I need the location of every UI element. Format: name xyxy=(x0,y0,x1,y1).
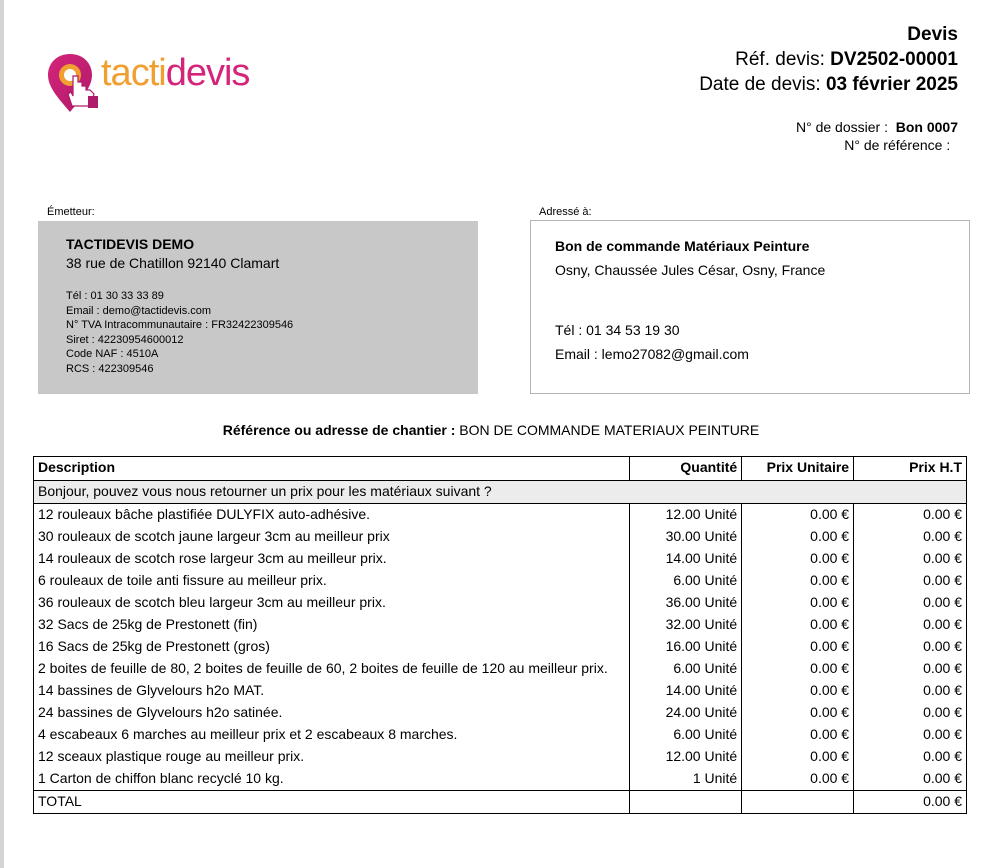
row-unit-price: 0.00 € xyxy=(742,680,854,702)
quote-reference-label: Réf. devis: xyxy=(735,49,831,70)
emitter-rcs: RCS : 422309546 xyxy=(66,362,154,375)
row-description: 36 rouleaux de scotch bleu largeur 3cm au meilleur prix. xyxy=(34,592,630,614)
recipient-name: Bon de commande Matériaux Peinture xyxy=(555,238,810,254)
row-quantity: 16.00 Unité xyxy=(630,636,742,658)
table-header-row xyxy=(34,457,967,481)
row-description: 14 rouleaux de scotch rose largeur 3cm au meilleur prix. xyxy=(34,548,630,570)
row-total-price: 0.00 € xyxy=(854,702,967,724)
table-row xyxy=(34,504,967,527)
row-unit-price: 0.00 € xyxy=(742,702,854,724)
emitter-email: Email : demo@tactidevis.com xyxy=(66,304,212,317)
row-unit-price: 0.00 € xyxy=(742,592,854,614)
quote-reference xyxy=(735,49,958,71)
recipient-label: Adressé à: xyxy=(539,206,592,218)
row-description: 1 Carton de chiffon blanc recyclé 10 kg. xyxy=(34,768,630,791)
quote-date xyxy=(699,74,958,96)
table-row xyxy=(34,592,967,614)
emitter-address: 38 rue de Chatillon 92140 Clamart xyxy=(66,255,280,271)
reference-number xyxy=(844,137,958,153)
row-quantity: 30.00 Unité xyxy=(630,526,742,548)
row-total-price: 0.00 € xyxy=(854,548,967,570)
row-description: 32 Sacs de 25kg de Prestonett (fin) xyxy=(34,614,630,636)
emitter-label: Émetteur: xyxy=(47,206,95,218)
row-description: 12 rouleaux bâche plastifiée DULYFIX auto-adhésive. xyxy=(34,504,630,527)
row-total-price: 0.00 € xyxy=(854,614,967,636)
row-total-price: 0.00 € xyxy=(854,504,967,527)
row-description: 14 bassines de Glyvelours h2o MAT. xyxy=(34,680,630,702)
row-quantity: 6.00 Unité xyxy=(630,724,742,746)
row-quantity: 6.00 Unité xyxy=(630,658,742,680)
table-row xyxy=(34,702,967,724)
emitter-siret: Siret : 42230954600012 xyxy=(66,333,184,346)
table-row xyxy=(34,570,967,592)
total-label: TOTAL xyxy=(34,791,630,814)
emitter-naf: Code NAF : 4510A xyxy=(66,348,159,360)
tactidevis-logo xyxy=(46,48,286,118)
site-reference xyxy=(0,422,982,438)
row-quantity: 14.00 Unité xyxy=(630,680,742,702)
table-row xyxy=(34,658,967,680)
row-total-price: 0.00 € xyxy=(854,768,967,791)
quote-reference-value: DV2502-00001 xyxy=(830,49,958,70)
row-total-price: 0.00 € xyxy=(854,658,967,680)
recipient-tel: Tél : 01 34 53 19 30 xyxy=(555,322,680,338)
row-unit-price: 0.00 € xyxy=(742,724,854,746)
row-quantity: 12.00 Unité xyxy=(630,746,742,768)
row-total-price: 0.00 € xyxy=(854,636,967,658)
row-unit-price: 0.00 € xyxy=(742,768,854,791)
recipient-email: Email : lemo27082@gmail.com xyxy=(555,346,749,362)
total-unit-price-empty xyxy=(742,791,854,814)
logo-wordmark-devis: devis xyxy=(165,52,250,94)
table-row xyxy=(34,724,967,746)
row-description: 30 rouleaux de scotch jaune largeur 3cm au meilleur prix xyxy=(34,526,630,548)
table-row xyxy=(34,526,967,548)
table-row xyxy=(34,614,967,636)
table-row xyxy=(34,746,967,768)
row-quantity: 14.00 Unité xyxy=(630,548,742,570)
row-quantity: 32.00 Unité xyxy=(630,614,742,636)
recipient-address: Osny, Chaussée Jules César, Osny, France xyxy=(555,262,826,278)
row-unit-price: 0.00 € xyxy=(742,526,854,548)
dossier-value: Bon 0007 xyxy=(895,119,958,135)
row-quantity: 6.00 Unité xyxy=(630,570,742,592)
row-quantity: 1 Unité xyxy=(630,768,742,791)
logo-wordmark xyxy=(101,52,249,95)
emitter-name: TACTIDEVIS DEMO xyxy=(66,236,195,252)
site-reference-value: BON DE COMMANDE MATERIAUX PEINTURE xyxy=(455,422,760,438)
quote-date-value: 03 février 2025 xyxy=(825,74,958,95)
row-description: 16 Sacs de 25kg de Prestonett (gros) xyxy=(34,636,630,658)
document-title: Devis xyxy=(907,24,958,45)
table-row xyxy=(34,636,967,658)
total-row xyxy=(34,791,967,814)
emitter-box xyxy=(38,221,478,394)
row-total-price: 0.00 € xyxy=(854,724,967,746)
row-description: 4 escabeaux 6 marches au meilleur prix et 2 escabeaux 8 marches. xyxy=(34,724,630,746)
total-value: 0.00 € xyxy=(854,791,967,814)
intro-text: Bonjour, pouvez vous nous retourner un prix pour les matériaux suivant ? xyxy=(34,481,967,504)
dossier-label: N° de dossier : xyxy=(795,119,888,135)
row-description: 12 sceaux plastique rouge au meilleur prix. xyxy=(34,746,630,768)
row-total-price: 0.00 € xyxy=(854,570,967,592)
logo-wordmark-tacti: tacti xyxy=(101,52,166,94)
quote-date-label: Date de devis: xyxy=(699,74,826,95)
row-unit-price: 0.00 € xyxy=(742,658,854,680)
row-total-price: 0.00 € xyxy=(854,526,967,548)
emitter-tva: N° TVA Intracommunautaire : FR32422309546 xyxy=(66,319,294,331)
column-header-description: Description xyxy=(34,457,630,481)
column-header-total-price: Prix H.T xyxy=(854,457,967,481)
table-row xyxy=(34,768,967,791)
row-unit-price: 0.00 € xyxy=(742,746,854,768)
dossier-number xyxy=(796,119,958,135)
emitter-tel: Tél : 01 30 33 33 89 xyxy=(66,290,164,302)
items-table xyxy=(33,456,967,814)
column-header-unit-price: Prix Unitaire xyxy=(742,457,854,481)
intro-row xyxy=(34,481,967,504)
map-pin-hand-icon xyxy=(46,48,106,118)
row-unit-price: 0.00 € xyxy=(742,614,854,636)
row-quantity: 36.00 Unité xyxy=(630,592,742,614)
reference-label: N° de référence : xyxy=(844,137,951,153)
row-quantity: 24.00 Unité xyxy=(630,702,742,724)
row-total-price: 0.00 € xyxy=(854,746,967,768)
row-description: 2 boites de feuille de 80, 2 boites de feuille de 60, 2 boites de feuille de 120 au meilleur prix. xyxy=(34,658,630,680)
row-description: 24 bassines de Glyvelours h2o satinée. xyxy=(34,702,630,724)
recipient-box xyxy=(530,220,970,394)
column-header-quantity: Quantité xyxy=(630,457,742,481)
row-total-price: 0.00 € xyxy=(854,592,967,614)
table-row xyxy=(34,548,967,570)
total-quantity-empty xyxy=(630,791,742,814)
site-reference-label: Référence ou adresse de chantier : xyxy=(222,422,456,438)
row-total-price: 0.00 € xyxy=(854,680,967,702)
row-unit-price: 0.00 € xyxy=(742,504,854,527)
row-unit-price: 0.00 € xyxy=(742,570,854,592)
row-description: 6 rouleaux de toile anti fissure au meilleur prix. xyxy=(34,570,630,592)
row-quantity: 12.00 Unité xyxy=(630,504,742,527)
table-row xyxy=(34,680,967,702)
row-unit-price: 0.00 € xyxy=(742,548,854,570)
row-unit-price: 0.00 € xyxy=(742,636,854,658)
